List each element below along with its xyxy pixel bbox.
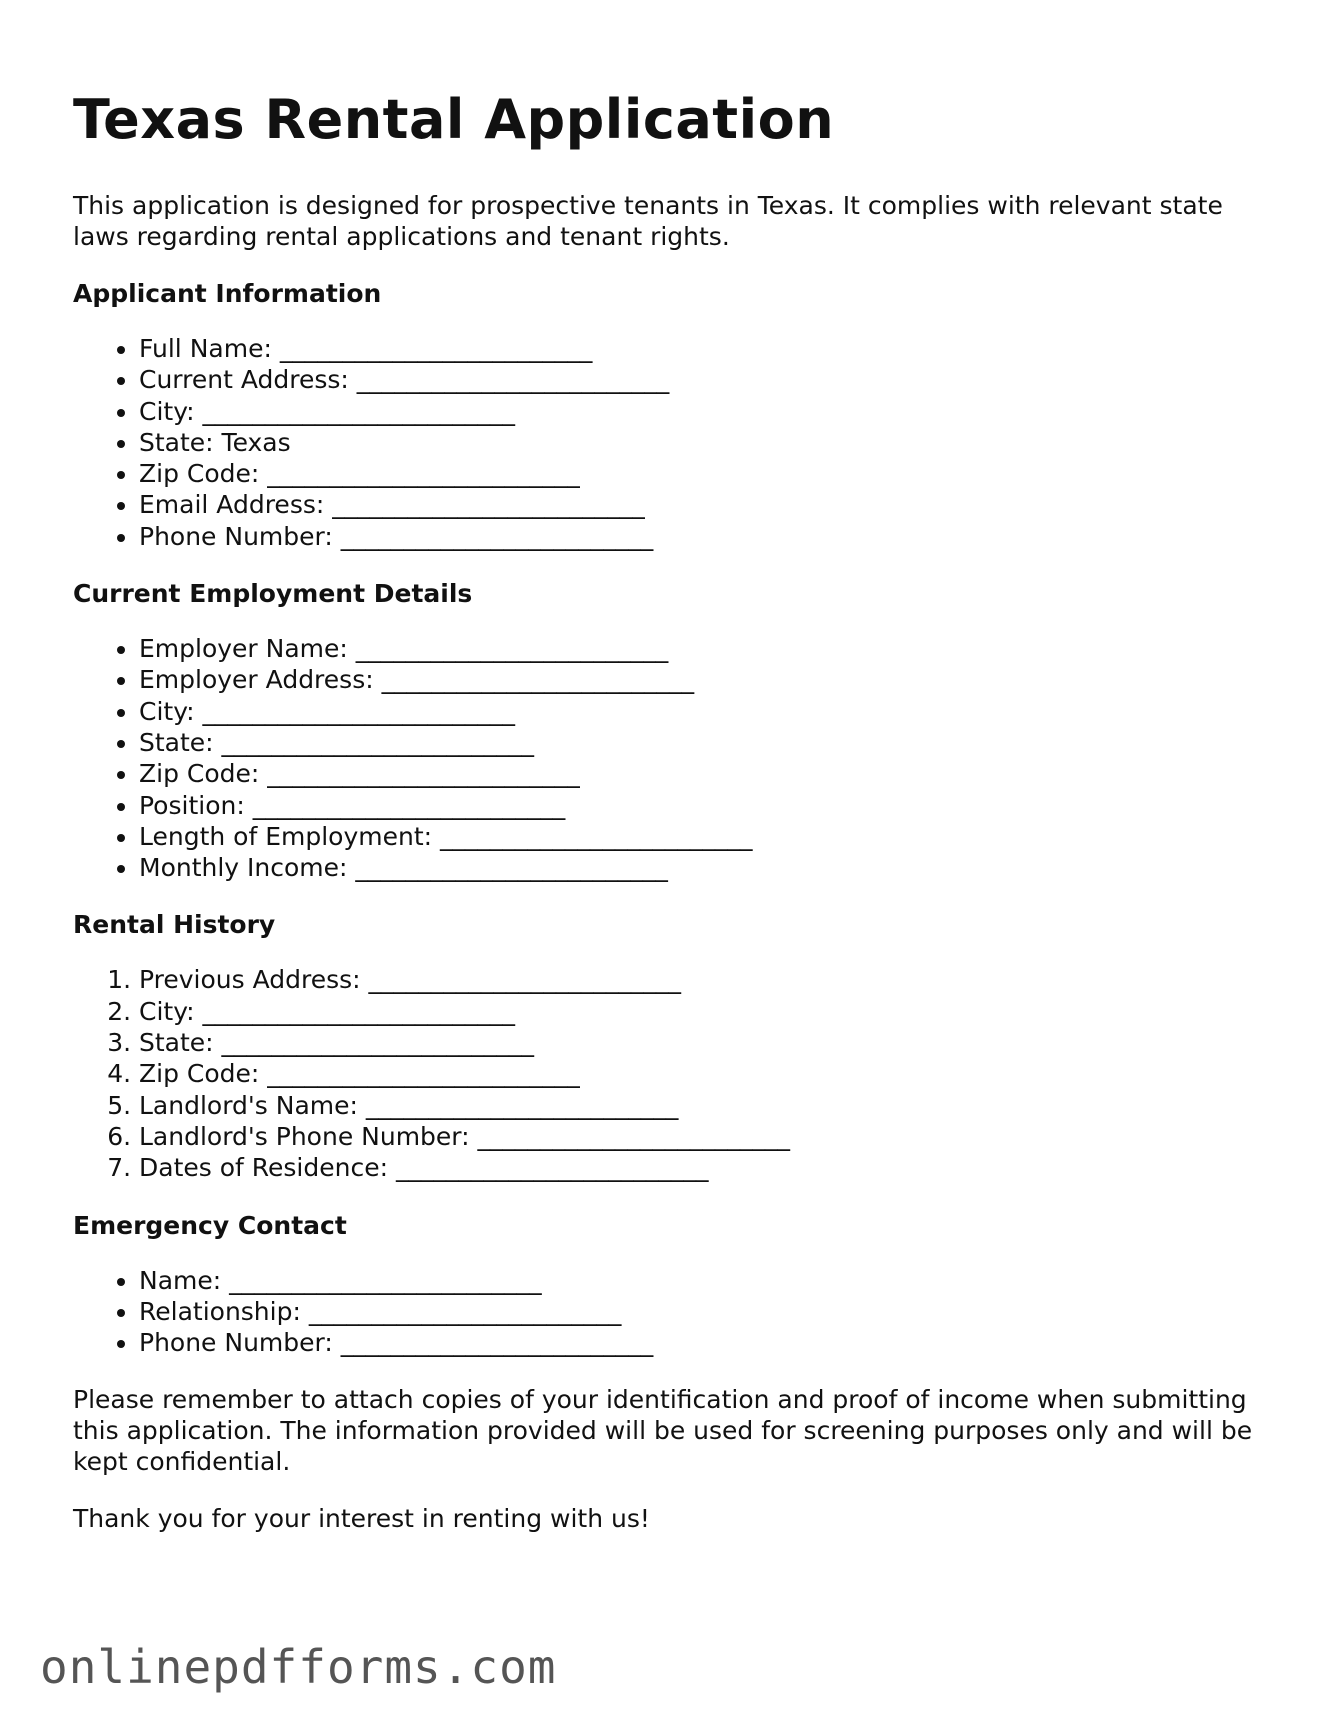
field-full-name: • Full Name: _________________________ <box>139 333 1273 364</box>
watermark: onlinepdfforms.com <box>40 1640 557 1694</box>
field-employer-state: • State: _________________________ <box>139 727 1273 758</box>
field-state: • State: Texas <box>139 427 1273 458</box>
field-relationship: • Relationship: _________________________ <box>139 1296 1273 1327</box>
field-zip-code: • Zip Code: _________________________ <box>139 458 1273 489</box>
closing-note: Please remember to attach copies of your identification and proof of income when submitting this application. The information provided will be used for screening purposes only and will be kept confidential. <box>73 1385 1253 1477</box>
thank-you-note: Thank you for your interest in renting with us! <box>73 1504 650 1534</box>
employment-details-list <box>73 633 1273 883</box>
field-email-address: • Email Address: _________________________ <box>139 489 1273 520</box>
section-heading-applicant: Applicant Information <box>73 279 382 308</box>
field-monthly-income: • Monthly Income: _________________________ <box>139 852 1273 883</box>
intro-paragraph: This application is designed for prospective tenants in Texas. It complies with relevant state laws regarding rental applications and tenant rights. <box>73 191 1223 251</box>
field-employer-name: • Employer Name: _________________________ <box>139 633 1273 664</box>
document-page <box>73 88 1273 1560</box>
field-employer-city: • City: _________________________ <box>139 696 1273 727</box>
field-city: • City: _________________________ <box>139 396 1273 427</box>
field-landlord-name: 5. Landlord's Name: _________________________ <box>139 1090 1273 1121</box>
emergency-contact-list <box>73 1265 1273 1359</box>
field-previous-city: 2. City: _________________________ <box>139 996 1273 1027</box>
field-employer-address: • Employer Address: _________________________ <box>139 664 1273 695</box>
field-previous-zip-code: 4. Zip Code: _________________________ <box>139 1058 1273 1089</box>
field-phone-number: • Phone Number: _________________________ <box>139 521 1273 552</box>
field-employer-zip-code: • Zip Code: _________________________ <box>139 758 1273 789</box>
rental-history-list <box>73 964 1273 1183</box>
field-previous-address: 1. Previous Address: _________________________ <box>139 964 1273 995</box>
page-title: Texas Rental Application <box>73 88 835 151</box>
field-dates-of-residence: 7. Dates of Residence: _________________________ <box>139 1152 1273 1183</box>
field-emergency-phone: • Phone Number: _________________________ <box>139 1327 1273 1358</box>
applicant-info-list <box>73 333 1273 552</box>
field-landlord-phone: 6. Landlord's Phone Number: _________________________ <box>139 1121 1273 1152</box>
field-previous-state: 3. State: _________________________ <box>139 1027 1273 1058</box>
section-heading-emergency: Emergency Contact <box>73 1210 347 1240</box>
field-emergency-name: • Name: _________________________ <box>139 1265 1273 1296</box>
field-current-address: • Current Address: _________________________ <box>139 364 1273 395</box>
field-position: • Position: _________________________ <box>139 790 1273 821</box>
section-heading-rental-history: Rental History <box>73 910 276 940</box>
section-heading-employment: Current Employment Details <box>73 579 473 609</box>
field-length-of-employment: • Length of Employment: _________________________ <box>139 821 1273 852</box>
